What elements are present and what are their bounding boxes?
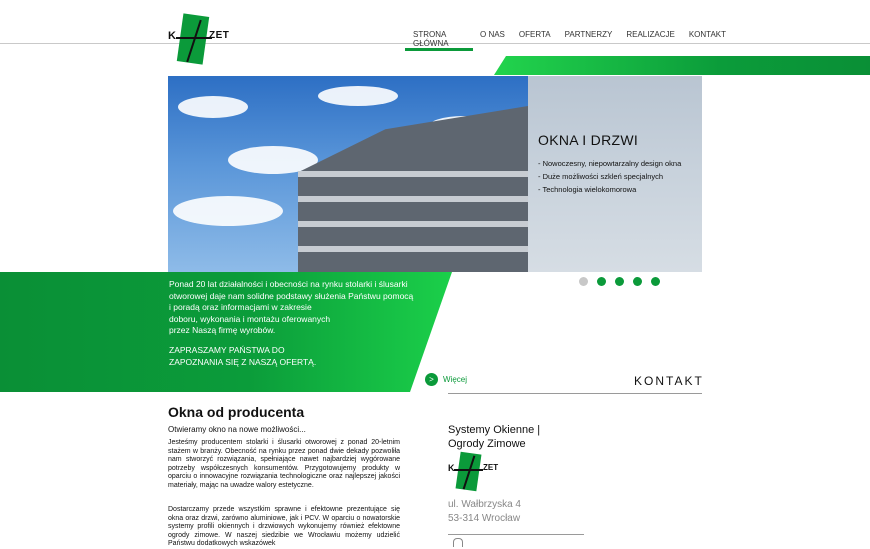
contact-heading: KONTAKT	[634, 374, 704, 388]
nav-item-partnerzy[interactable]: PARTNERZY	[564, 30, 613, 39]
intro-line: doboru, wykonania i montażu oferowanych	[169, 313, 331, 324]
cta-line: ZAPRASZAMY PAŃSTWA DO	[169, 345, 285, 355]
building-floor	[298, 221, 528, 227]
hero-feature-item: - Nowoczesny, niepowtarzalny design okna	[538, 159, 682, 168]
slider-dot-3[interactable]	[615, 277, 624, 286]
intro-line: przez Naszą firmę wyrobów.	[169, 325, 276, 335]
intro-line: i poradą oraz informacjami w zakresie	[169, 302, 312, 312]
slider-dot-4[interactable]	[633, 277, 642, 286]
address-street: ul. Wałbrzyska 4	[448, 499, 521, 510]
hero-title: OKNA I DRZWI	[538, 132, 639, 148]
contact-divider	[448, 393, 702, 394]
contact-address-divider	[448, 534, 584, 535]
slider-dot-1[interactable]	[579, 277, 588, 286]
contact-company-line: Systemy Okienne |	[448, 424, 541, 436]
logo-letter-k: K	[448, 463, 455, 473]
kazet-logo[interactable]	[168, 15, 240, 67]
header-green-stripe	[494, 56, 870, 75]
slider-pagination	[579, 277, 660, 286]
logo-letters-zet: ZET	[483, 463, 499, 472]
contact-company	[448, 423, 568, 451]
arrow-right-icon[interactable]: >	[425, 373, 438, 386]
nav-item-kontakt[interactable]: KONTAKT	[688, 30, 726, 39]
cloud	[318, 86, 398, 106]
article-lead: Otwieramy okno na nowe możliwości...	[168, 425, 306, 434]
article-paragraph: Dostarczamy przede wszystkim sprawne i efektowne prezentujące się okna oraz drzwi, zarówno aluminiowe, jak i PCV. W oparciu o nowatorskie systemy profili okiennych i drzwiowych wykonujemy również efektowne ogrody zimowe. W naszej siedzibie we Wrocławiu możemy udzielić Państwu dodatkowych wskazówek	[168, 506, 400, 548]
article-paragraph: Jesteśmy producentem stolarki i ślusarki otworowej z ponad 20-letnim stażem w branży. Obecność na rynku przez ponad dwie dekady pozwoliła nam stworzyć rozwiązania, spełniające nawet najbardziej wygórowane potrzeby współczesnych konsumentów. Przygotowujemy produkty w oparciu o innowacyjne rozwiązania technologiczne oraz najlepszej jakości materiały, mając na uwadze walory estetyczne.	[168, 439, 400, 489]
building-floor	[298, 246, 528, 252]
cta-line: ZAPOZNANIA SIĘ Z NASZĄ OFERTĄ.	[169, 356, 317, 367]
more-label[interactable]: Więcej	[443, 375, 468, 384]
intro-cta	[169, 345, 349, 368]
main-nav	[405, 30, 733, 50]
logo-letter-k: K	[168, 30, 176, 42]
cloud	[173, 196, 283, 226]
nav-item-realizacje[interactable]: REALIZACJE	[626, 30, 675, 39]
nav-item-o-nas[interactable]: O NAS	[480, 30, 505, 39]
intro-line: Ponad 20 lat działalności i obecności na rynku stolarki i ślusarki	[169, 279, 408, 289]
hero-feature-item: - Technologia wielokomorowa	[538, 185, 637, 194]
intro-text	[169, 279, 431, 337]
logo-letters-zet: ZET	[209, 30, 230, 41]
building-floor	[298, 196, 528, 202]
building-floor	[298, 171, 528, 177]
slider-dot-2[interactable]	[597, 277, 606, 286]
hero-feature-item: - Duże możliwości szkleń specjalnych	[538, 172, 664, 181]
intro-line: otworowej daje nam solidne podstawy służenia Państwu pomocą	[169, 290, 414, 301]
more-link[interactable]	[425, 373, 467, 386]
article-title: Okna od producenta	[168, 404, 305, 420]
contact-logo	[448, 453, 508, 493]
nav-item-oferta[interactable]: OFERTA	[518, 30, 551, 39]
contact-company-line: Ogrody Zimowe	[448, 438, 526, 450]
contact-address	[448, 498, 521, 526]
address-city: 53-314 Wrocław	[448, 513, 521, 524]
nav-item-strona-glowna[interactable]: STRONA GŁÓWNA	[405, 30, 473, 51]
cloud	[178, 96, 248, 118]
hero-feature-list	[538, 157, 681, 196]
hero-slider[interactable]	[168, 76, 702, 272]
slider-dot-5[interactable]	[651, 277, 660, 286]
